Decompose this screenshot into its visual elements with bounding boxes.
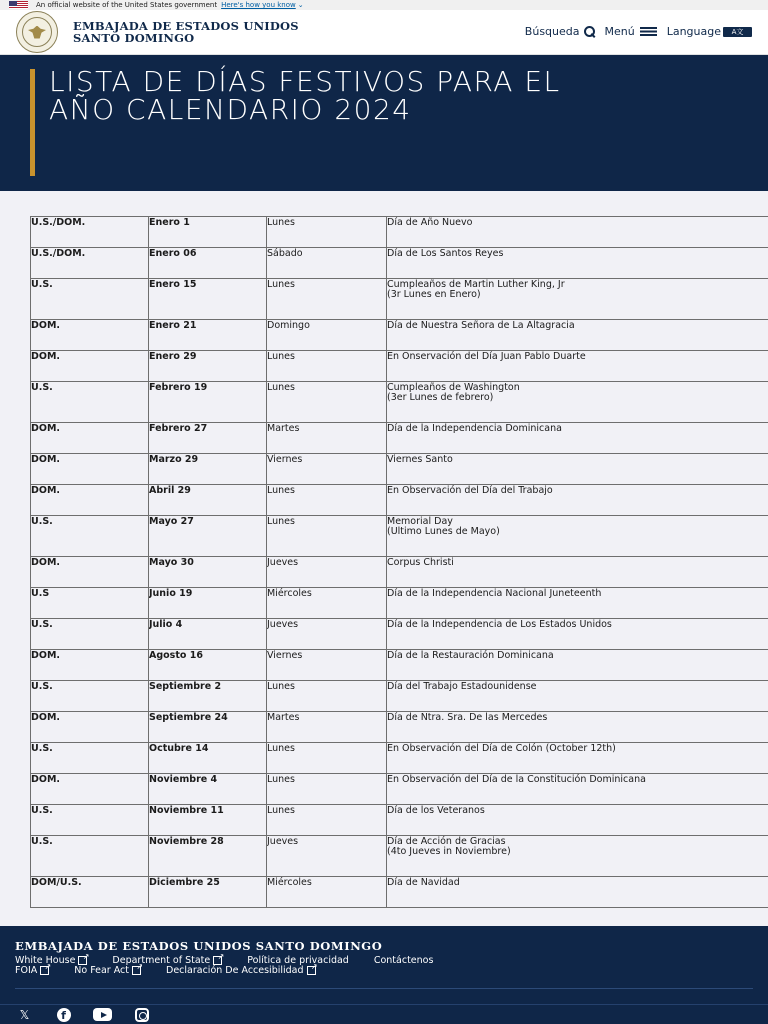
footer-link-label: Declaración De Accesibilidad	[166, 964, 304, 976]
search-button[interactable]	[525, 25, 595, 38]
external-link-icon	[132, 966, 141, 975]
holiday-weekday: Martes	[267, 712, 387, 743]
holiday-date: Febrero 19	[149, 382, 267, 423]
table-row	[31, 454, 768, 485]
holiday-date: Diciembre 25	[149, 877, 267, 908]
holiday-description	[387, 557, 768, 588]
holiday-country: DOM.	[31, 351, 149, 382]
holiday-description-line1: Día de Nuestra Señora de La Altagracia	[387, 320, 575, 331]
header-tools	[525, 25, 752, 38]
holiday-description	[387, 423, 768, 454]
holiday-date: Enero 06	[149, 248, 267, 279]
holiday-weekday: Lunes	[267, 351, 387, 382]
holiday-description-line1: Día de Año Nuevo	[387, 217, 473, 228]
holiday-date: Marzo 29	[149, 454, 267, 485]
holiday-date: Mayo 30	[149, 557, 267, 588]
footer-title[interactable]: EMBAJADA DE ESTADOS UNIDOS SANTO DOMINGO	[15, 939, 383, 953]
language-button[interactable]	[667, 25, 752, 38]
holiday-weekday: Lunes	[267, 805, 387, 836]
table-row	[31, 619, 768, 650]
holiday-date: Agosto 16	[149, 650, 267, 681]
holiday-country: U.S.	[31, 743, 149, 774]
holiday-description-line1: Día de la Independencia Dominicana	[387, 423, 562, 434]
holiday-description-line1: Día de Acción de Gracias	[387, 836, 506, 847]
external-link-icon	[307, 966, 316, 975]
holiday-description	[387, 248, 768, 279]
table-row	[31, 516, 768, 557]
table-row	[31, 877, 768, 908]
table-row	[31, 650, 768, 681]
search-label: Búsqueda	[524, 25, 580, 38]
gov-banner-link[interactable]: Here's how you know	[221, 1, 296, 9]
holiday-date: Febrero 27	[149, 423, 267, 454]
holiday-country: DOM.	[31, 557, 149, 588]
holiday-date: Septiembre 2	[149, 681, 267, 712]
table-row	[31, 743, 768, 774]
table-row	[31, 588, 768, 619]
holiday-country: DOM.	[31, 485, 149, 516]
search-icon	[584, 26, 595, 37]
holiday-weekday: Jueves	[267, 557, 387, 588]
holiday-date: Mayo 27	[149, 516, 267, 557]
holiday-country: U.S.	[31, 805, 149, 836]
holiday-country: U.S.	[31, 836, 149, 877]
holiday-date: Enero 29	[149, 351, 267, 382]
holiday-date: Noviembre 11	[149, 805, 267, 836]
holiday-weekday: Sábado	[267, 248, 387, 279]
facebook-icon[interactable]	[54, 1008, 73, 1022]
holiday-weekday: Lunes	[267, 516, 387, 557]
holiday-description-line1: Día de la Restauración Dominicana	[387, 650, 554, 661]
menu-label: Menú	[604, 25, 635, 38]
holiday-description-line1: En Onservación del Día Juan Pablo Duarte	[387, 351, 586, 362]
facebook-glyph: f	[57, 1008, 71, 1022]
table-row	[31, 248, 768, 279]
table-row	[31, 836, 768, 877]
footer-links-row2	[15, 966, 458, 976]
holiday-weekday: Jueves	[267, 619, 387, 650]
holiday-weekday: Jueves	[267, 836, 387, 877]
holiday-description	[387, 681, 768, 712]
holiday-description	[387, 351, 768, 382]
table-row	[31, 382, 768, 423]
footer-link-label: Department of State	[112, 955, 211, 966]
holiday-country: U.S.	[31, 382, 149, 423]
table-row	[31, 279, 768, 320]
holiday-date: Junio 19	[149, 588, 267, 619]
external-link-icon	[40, 966, 49, 975]
menu-button[interactable]	[605, 25, 657, 38]
language-label: Language	[666, 25, 721, 38]
holiday-country: DOM.	[31, 650, 149, 681]
footer-link-r2-1[interactable]	[74, 966, 141, 976]
holiday-description-line1: Día de la Independencia de Los Estados Unidos	[387, 619, 612, 630]
holiday-description-line2: (3r Lunes en Enero)	[387, 289, 481, 300]
table-row	[31, 423, 768, 454]
holiday-country: DOM.	[31, 320, 149, 351]
holiday-country: DOM.	[31, 712, 149, 743]
holiday-description-line1: Corpus Christi	[387, 557, 454, 568]
holiday-weekday: Lunes	[267, 382, 387, 423]
holiday-weekday: Martes	[267, 423, 387, 454]
holiday-description-line1: Día de la Independencia Nacional Juneteenth	[387, 588, 602, 599]
holiday-description	[387, 650, 768, 681]
footer-link-label: FOIA	[15, 964, 38, 976]
table-row	[31, 351, 768, 382]
site-name-line2: SANTO DOMINGO	[73, 31, 195, 45]
holidays-table-body	[31, 217, 768, 908]
footer-link-r2-2[interactable]	[166, 966, 316, 976]
x-icon[interactable]: 𝕏	[19, 1007, 30, 1022]
holiday-description-line1: Día del Trabajo Estadounidense	[387, 681, 537, 692]
holiday-description-line1: Memorial Day	[387, 516, 453, 527]
holiday-description	[387, 485, 768, 516]
holiday-weekday: Lunes	[267, 743, 387, 774]
holiday-description-line1: Día de Los Santos Reyes	[387, 248, 504, 259]
table-row	[31, 320, 768, 351]
holiday-description-line1: En Observación del Día de Colón (October 12th)	[387, 743, 616, 754]
gov-banner-text: An official website of the United States government	[36, 1, 218, 9]
holiday-date: Noviembre 4	[149, 774, 267, 805]
social-bar	[0, 1004, 768, 1024]
holiday-description	[387, 619, 768, 650]
holiday-description	[387, 805, 768, 836]
holiday-weekday: Lunes	[267, 774, 387, 805]
hero-banner	[0, 55, 768, 191]
hero-accent-bar	[30, 69, 35, 176]
site-name[interactable]	[73, 20, 299, 44]
holiday-weekday: Viernes	[267, 454, 387, 485]
holiday-weekday: Miércoles	[267, 588, 387, 619]
holiday-country: U.S./DOM.	[31, 217, 149, 248]
footer-link-r1-3[interactable]	[374, 956, 434, 966]
holiday-weekday: Miércoles	[267, 877, 387, 908]
holiday-date: Noviembre 28	[149, 836, 267, 877]
holiday-date: Julio 4	[149, 619, 267, 650]
site-name-line1: EMBAJADA DE ESTADOS UNIDOS	[73, 19, 299, 33]
youtube-icon[interactable]	[93, 1008, 112, 1022]
us-flag-icon	[9, 1, 28, 9]
footer-link-label: Contáctenos	[373, 955, 434, 966]
holiday-description	[387, 774, 768, 805]
table-row	[31, 681, 768, 712]
holiday-country: U.S.	[31, 619, 149, 650]
holiday-description-line1: Día de Navidad	[387, 877, 460, 888]
table-row	[31, 557, 768, 588]
holiday-country: DOM.	[31, 454, 149, 485]
holiday-date: Septiembre 24	[149, 712, 267, 743]
holiday-description	[387, 836, 768, 877]
holiday-country: DOM.	[31, 774, 149, 805]
footer	[0, 926, 768, 1004]
holiday-date: Enero 21	[149, 320, 267, 351]
holiday-date: Octubre 14	[149, 743, 267, 774]
holiday-description	[387, 712, 768, 743]
holiday-country: U.S	[31, 588, 149, 619]
holiday-country: DOM.	[31, 423, 149, 454]
holiday-date: Enero 15	[149, 279, 267, 320]
holiday-description	[387, 743, 768, 774]
holiday-description-line1: Cumpleaños de Washington	[387, 382, 520, 393]
holiday-description	[387, 516, 768, 557]
holiday-country: U.S.	[31, 681, 149, 712]
table-row	[31, 712, 768, 743]
holiday-description-line2: (Ultimo Lunes de Mayo)	[387, 526, 500, 537]
holiday-description-line1: Día de los Veteranos	[387, 805, 485, 816]
table-row	[31, 217, 768, 248]
holiday-description-line1: Cumpleaños de Martin Luther King, Jr	[387, 279, 565, 290]
table-row	[31, 805, 768, 836]
holidays-table	[30, 216, 768, 908]
footer-divider	[15, 988, 753, 989]
holiday-description-line2: (3er Lunes de febrero)	[387, 392, 494, 403]
holiday-country: U.S.	[31, 279, 149, 320]
table-row	[31, 774, 768, 805]
hamburger-icon	[640, 27, 657, 36]
footer-link-label: Política de privacidad	[247, 955, 349, 966]
holiday-country: U.S.	[31, 516, 149, 557]
external-link-icon	[78, 956, 87, 965]
footer-links	[15, 956, 458, 975]
holiday-weekday: Lunes	[267, 681, 387, 712]
holiday-description	[387, 588, 768, 619]
holiday-description-line2: (4to Jueves in Noviembre)	[387, 846, 511, 857]
holiday-country: DOM/U.S.	[31, 877, 149, 908]
site-header	[0, 10, 768, 55]
holiday-weekday: Domingo	[267, 320, 387, 351]
holidays-table-container	[30, 216, 768, 908]
holiday-weekday: Lunes	[267, 217, 387, 248]
table-row	[31, 485, 768, 516]
holiday-weekday: Lunes	[267, 279, 387, 320]
holiday-description	[387, 877, 768, 908]
holiday-country: U.S./DOM.	[31, 248, 149, 279]
holiday-description-line1: En Observación del Día de la Constitución Dominicana	[387, 774, 646, 785]
chevron-down-icon[interactable]: ⌄	[297, 1, 304, 9]
embassy-seal-logo[interactable]	[16, 11, 58, 53]
holiday-description-line1: Viernes Santo	[387, 454, 453, 465]
footer-link-r2-0[interactable]	[15, 966, 49, 976]
page-title: LISTA DE DÍAS FESTIVOS PARA EL AÑO CALENDARIO 2024	[49, 65, 561, 126]
holiday-date: Enero 1	[149, 217, 267, 248]
holiday-description	[387, 320, 768, 351]
holiday-description-line1: Día de Ntra. Sra. De las Mercedes	[387, 712, 548, 723]
holiday-description-line1: En Observación del Día del Trabajo	[387, 485, 553, 496]
holiday-description	[387, 454, 768, 485]
holiday-description	[387, 382, 768, 423]
footer-link-label: White House	[15, 955, 76, 966]
footer-link-label: No Fear Act	[74, 964, 130, 976]
holiday-weekday: Lunes	[267, 485, 387, 516]
external-link-icon	[213, 956, 222, 965]
translate-icon: A文	[723, 27, 752, 37]
holiday-date: Abril 29	[149, 485, 267, 516]
holiday-description	[387, 217, 768, 248]
holiday-weekday: Viernes	[267, 650, 387, 681]
instagram-icon[interactable]	[132, 1008, 151, 1022]
holiday-description	[387, 279, 768, 320]
gov-banner	[0, 0, 768, 10]
